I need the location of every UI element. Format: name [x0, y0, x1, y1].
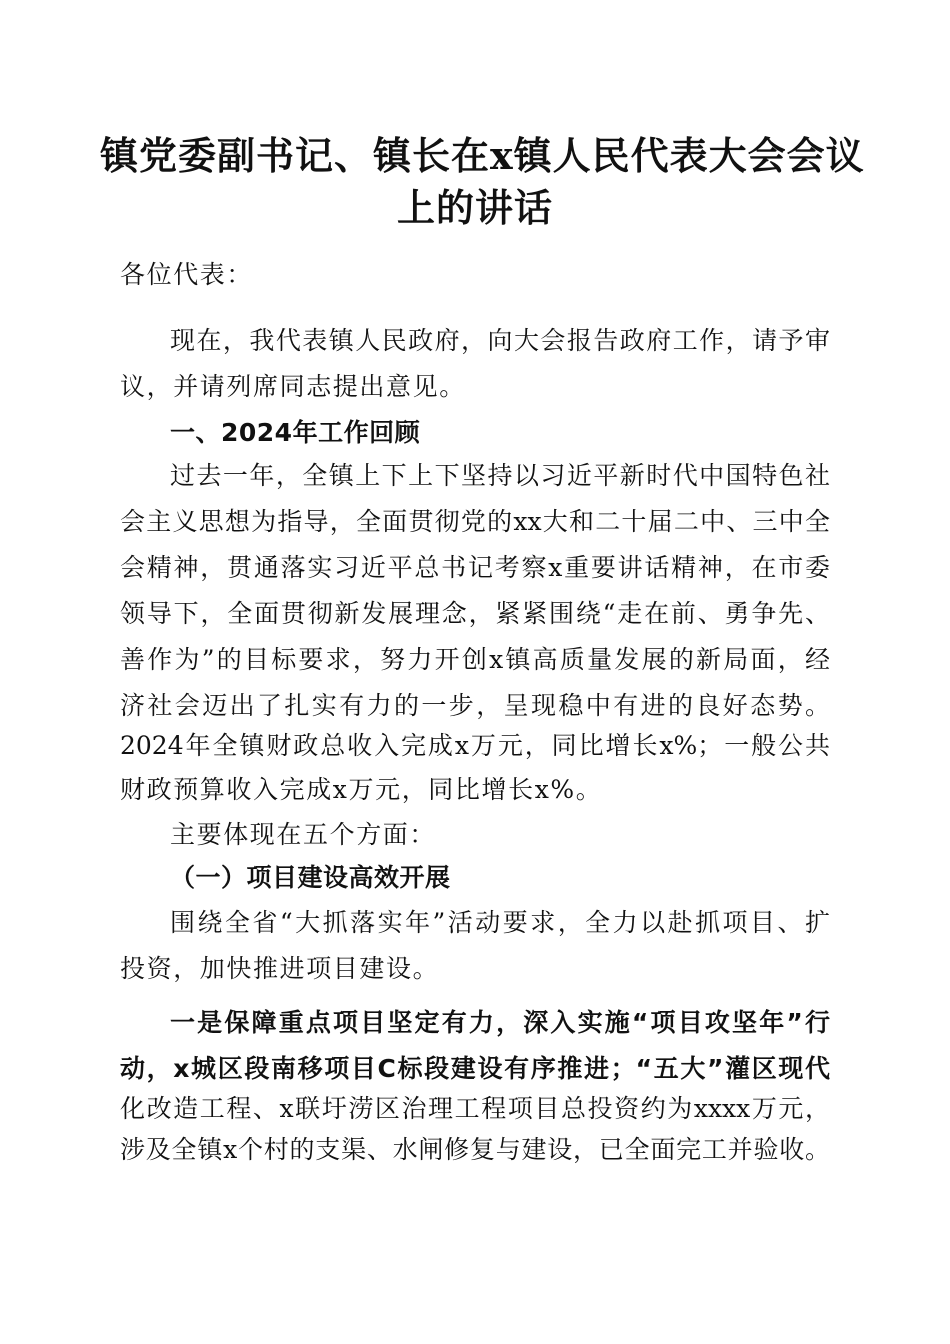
five-aspects-intro: 主要体现在五个方面： — [170, 820, 437, 849]
review-paragraph-line: 领导下，全面贯彻新发展理念，紧紧围绕“走在前、勇争先、 — [120, 599, 830, 628]
subsection-paragraph-line: 投资，加快推进项目建设。 — [120, 954, 440, 983]
document-title-line-2: 上的讲话 — [396, 185, 553, 230]
point-paragraph-line: 涉及全镇x个村的支渠、水闸修复与建设，已全面完工并验收。 — [120, 1135, 830, 1164]
review-paragraph-line: 财政预算收入完成x万元，同比增长x%。 — [120, 775, 603, 804]
section-heading: 一、2024年工作回顾 — [170, 418, 421, 447]
point-paragraph-line: 动，x城区段南移项目C标段建设有序推进；“五大”灌区现代 — [120, 1054, 830, 1083]
intro-paragraph-line: 现在，我代表镇人民政府，向大会报告政府工作，请予审 — [170, 326, 830, 355]
review-paragraph-line: 会主义思想为指导，全面贯彻党的xx大和二十届二中、三中全 — [120, 507, 830, 536]
salutation: 各位代表： — [120, 260, 254, 289]
review-paragraph-line: 善作为”的目标要求，努力开创x镇高质量发展的新局面，经 — [120, 645, 830, 674]
document-title-line-1: 镇党委副书记、镇长在x镇人民代表大会会议 — [100, 133, 865, 178]
subsection-heading: （一）项目建设高效开展 — [170, 863, 451, 892]
review-paragraph-line: 会精神，贯通落实习近平总书记考察x重要讲话精神，在市委 — [120, 553, 830, 582]
subsection-paragraph-line: 围绕全省“大抓落实年”活动要求，全力以赴抓项目、扩 — [170, 908, 830, 937]
point-paragraph-line: 一是保障重点项目坚定有力，深入实施“项目攻坚年”行 — [170, 1008, 830, 1037]
review-paragraph-line: 过去一年，全镇上下上下坚持以习近平新时代中国特色社 — [170, 461, 830, 490]
review-paragraph-line: 济社会迈出了扎实有力的一步，呈现稳中有进的良好态势。 — [120, 691, 830, 720]
review-paragraph-line: 2024年全镇财政总收入完成x万元，同比增长x%；一般公共 — [120, 731, 830, 760]
point-paragraph-line: 化改造工程、x联圩涝区治理工程项目总投资约为xxxx万元， — [120, 1094, 830, 1123]
intro-paragraph-line: 议，并请列席同志提出意见。 — [120, 372, 466, 401]
